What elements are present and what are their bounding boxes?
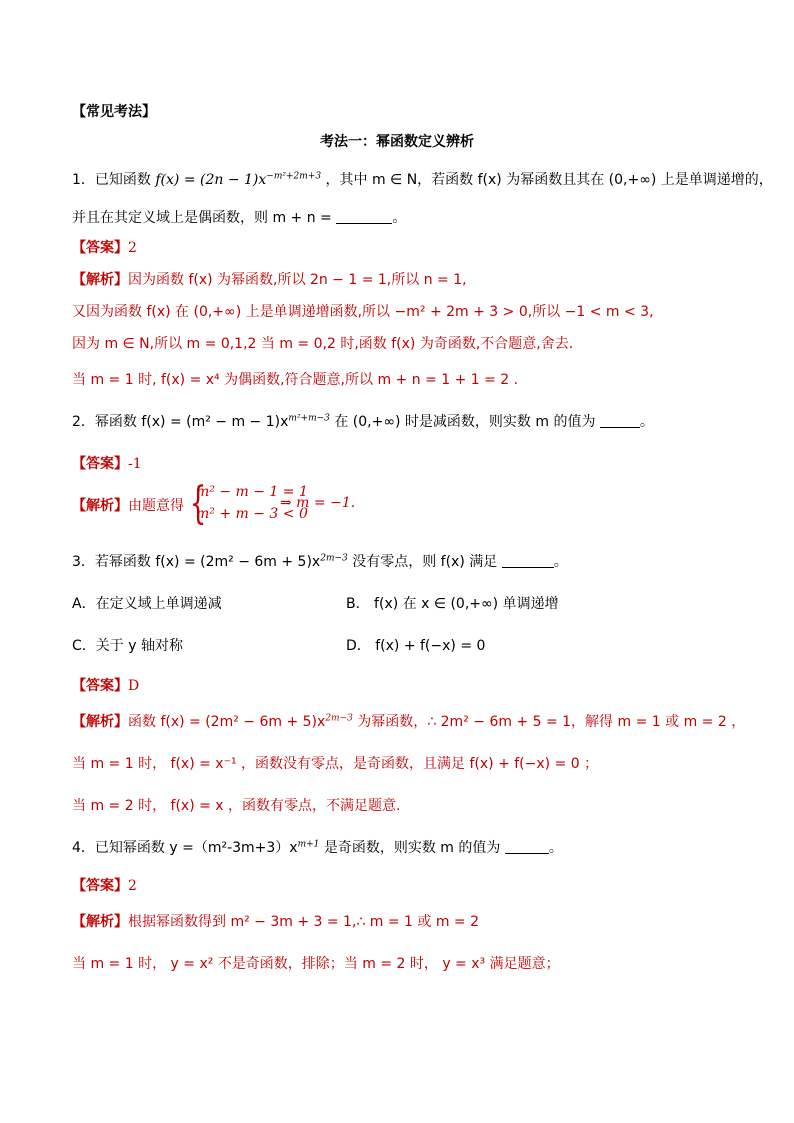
- q2-stem-text-b: 在 (0,+∞) 时是减函数，则实数 m 的值为: [329, 414, 596, 430]
- q3-answer-blank: [502, 553, 554, 568]
- q2-system-eq-1: m² − m − 1 = 1: [196, 484, 308, 500]
- q3-answer: D: [128, 678, 140, 694]
- analysis-tag: 【解析】: [72, 498, 128, 514]
- q1-answer-row: [72, 238, 137, 258]
- q3-option-c: C．关于 y 轴对称: [72, 638, 183, 654]
- q3-analysis-1: [72, 712, 745, 732]
- q2-stem-text: 2．幂函数 f(x) = (m² − m − 1)x: [72, 414, 289, 430]
- q2-answer-blank: [600, 413, 640, 428]
- q4-answer-row: [72, 876, 137, 896]
- q3-stem-end: 。: [553, 554, 568, 570]
- q1-exponent: −m²+2m+3: [266, 171, 322, 182]
- analysis-tag: 【解析】: [72, 714, 128, 730]
- method-title: 考法一：幂函数定义辨析: [320, 134, 474, 150]
- q2-answer-row: [72, 454, 142, 474]
- q1-analysis-2: 又因为函数 f(x) 在 (0,+∞) 上是单调递增函数,所以 −m² + 2m + 3 > 0,所以 −1 < m < 3,: [72, 304, 654, 320]
- q1-analysis-4: 当 m = 1 时, f(x) = x⁴ 为偶函数,符合题意,所以 m + n = 1 + 1 = 2 .: [72, 372, 519, 388]
- q4-stem-end: 。: [548, 840, 563, 856]
- q2-system-result: ⇒ m = −1.: [280, 495, 356, 511]
- q1-analysis-text-1: 因为函数 f(x) 为幂函数,所以 2n − 1 = 1,所以 n = 1,: [128, 272, 467, 288]
- q2-analysis-lead-text: 由题意得: [128, 498, 184, 514]
- analysis-tag: 【解析】: [72, 272, 128, 288]
- q3-option-d: D． f(x) + f(−x) = 0: [346, 638, 486, 654]
- q2-stem: [72, 412, 654, 432]
- q3-stem-text: 3．若幂函数 f(x) = (2m² − 6m + 5)x: [72, 554, 321, 570]
- q3-option-a: A．在定义域上单调递减: [72, 596, 222, 612]
- answer-tag: 【答案】: [72, 240, 128, 256]
- q4-analysis-1: [72, 912, 479, 932]
- q3-stem: [72, 552, 568, 572]
- q3-answer-row: [72, 676, 139, 696]
- q1-analysis-1: [72, 270, 467, 290]
- q2-analysis-lead: [72, 495, 184, 515]
- q2-answer: -1: [128, 456, 142, 472]
- q1-function-expr: f(x) = (2n − 1)x: [155, 172, 267, 188]
- q3-analysis-exponent: 2m−3: [325, 713, 353, 724]
- answer-tag: 【答案】: [72, 456, 128, 472]
- q3-analysis-2: 当 m = 1 时， f(x) = x⁻¹ ，函数没有零点，是奇函数，且满足 f(x) + f(−x) = 0 ；: [72, 756, 599, 772]
- q2-exponent: m²+m−3: [288, 413, 330, 424]
- q3-analysis-text-1b: 为幂函数，∴ 2m² − 6m + 5 = 1，解得 m = 1 或 m = 2 ，: [352, 714, 746, 730]
- q3-analysis-3: 当 m = 2 时， f(x) = x ，函数有零点，不满足题意.: [72, 798, 401, 814]
- analysis-tag: 【解析】: [72, 914, 128, 930]
- q4-analysis-text-1: 根据幂函数得到 m² − 3m + 3 = 1,∴ m = 1 或 m = 2: [128, 914, 480, 930]
- q4-stem: [72, 838, 563, 858]
- q4-analysis-2: 当 m = 1 时， y = x² 不是奇函数，排除；当 m = 2 时， y = x³ 满足题意；: [72, 956, 560, 972]
- q4-exponent: m+1: [297, 839, 320, 850]
- q3-stem-text-b: 没有零点，则 f(x) 满足: [347, 554, 498, 570]
- answer-tag: 【答案】: [72, 878, 128, 894]
- q1-stem-end: 。: [392, 210, 407, 226]
- q1-stem-text-b: ，其中 m ∈ N，若函数 f(x) 为幂函数且其在 (0,+∞) 上是单调递增的，: [325, 172, 773, 188]
- q3-option-b: B． f(x) 在 x ∈ (0,+∞) 单调递增: [346, 596, 559, 612]
- q2-stem-end: 。: [639, 414, 654, 430]
- q1-stem-text: 1．已知函数: [72, 172, 151, 188]
- answer-tag: 【答案】: [72, 678, 128, 694]
- q3-analysis-text-1a: 函数 f(x) = (2m² − 6m + 5)x: [128, 714, 326, 730]
- q4-answer-blank: [505, 839, 549, 854]
- q1-stem-line2: [72, 208, 406, 228]
- q4-stem-text: 4．已知幂函数 y =（m²-3m+3）x: [72, 840, 298, 856]
- q1-answer-blank: [336, 209, 392, 224]
- q4-answer: 2: [128, 878, 137, 894]
- q1-stem-text-2: 并且在其定义域上是偶函数，则 m + n =: [72, 210, 332, 226]
- q1-answer: 2: [128, 240, 137, 256]
- left-brace-icon: {: [189, 478, 207, 529]
- q2-system-eq-2: m² + m − 3 < 0: [196, 506, 308, 522]
- q1-stem-line1: [72, 170, 773, 190]
- q4-stem-text-b: 是奇函数，则实数 m 的值为: [319, 840, 501, 856]
- q1-analysis-3: 因为 m ∈ N,所以 m = 0,1,2 当 m = 0,2 时,函数 f(x) 为奇函数,不合题意,舍去.: [72, 336, 574, 352]
- section-label: 【常见考法】: [72, 104, 156, 120]
- q3-exponent: 2m−3: [320, 553, 348, 564]
